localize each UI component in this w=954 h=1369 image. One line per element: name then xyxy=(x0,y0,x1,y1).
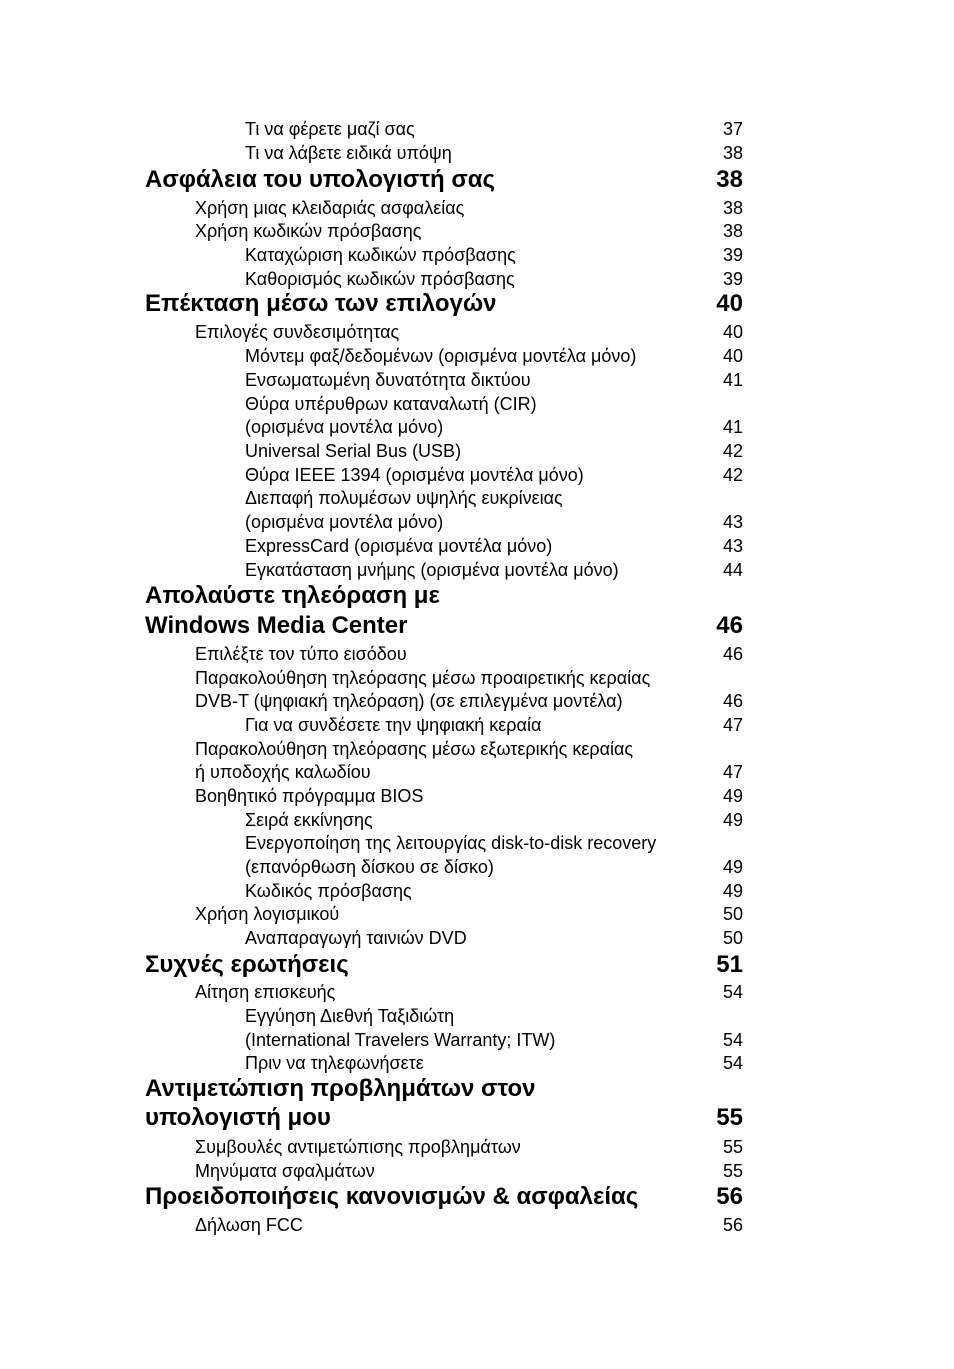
toc-section-entry[interactable] xyxy=(195,643,743,666)
toc-subsection-entry[interactable] xyxy=(245,393,743,416)
toc-entry-page-number: 42 xyxy=(722,464,743,485)
toc-subsection-entry[interactable] xyxy=(245,880,743,903)
toc-entry-page-number: 56 xyxy=(722,1214,743,1235)
toc-entry-title: Σειρά εκκίνησης xyxy=(245,809,373,830)
toc-entry-page-number: 49 xyxy=(722,809,743,830)
toc-entry-title: Εγγύηση Διεθνή Ταξιδιώτη xyxy=(245,1005,455,1026)
toc-entry-title: Κωδικός πρόσβασης xyxy=(245,880,412,901)
toc-entry-title: DVB-T (ψηφιακή τηλεόραση) (σε επιλεγμένα μοντέλα) xyxy=(195,690,623,711)
toc-entry-title: Τι να λάβετε ειδικά υπόψη xyxy=(245,142,452,163)
toc-entry-title: Εγκατάσταση μνήμης (ορισμένα μοντέλα μόνο) xyxy=(245,559,619,580)
toc-subsection-entry[interactable] xyxy=(245,856,743,879)
toc-subsection-entry[interactable] xyxy=(245,416,743,439)
toc-entry-page-number: 38 xyxy=(722,142,743,163)
toc-entry-title: Θύρα IEEE 1394 (ορισμένα μοντέλα μόνο) xyxy=(245,464,584,485)
toc-section-entry[interactable] xyxy=(195,197,743,220)
toc-entry-page-number: 54 xyxy=(722,1052,743,1073)
toc-entry-page-number: 39 xyxy=(722,244,743,265)
toc-entry-page-number: 54 xyxy=(722,981,743,1002)
toc-entry-title: Τι να φέρετε μαζί σας xyxy=(245,118,415,139)
toc-entry-page-number: 43 xyxy=(722,511,743,532)
toc-entry-title: Παρακολούθηση τηλεόρασης μέσω εξωτερικής κεραίας xyxy=(195,738,634,759)
toc-entry-title: ή υποδοχής καλωδίου xyxy=(195,761,371,782)
toc-chapter-entry[interactable] xyxy=(145,165,743,195)
toc-entry-page-number: 40 xyxy=(722,321,743,342)
toc-entry-page-number: 42 xyxy=(722,440,743,461)
toc-entry-title: Θύρα υπέρυθρων καταναλωτή (CIR) xyxy=(245,393,537,414)
toc-entry-title: Επιλέξτε τον τύπο εισόδου xyxy=(195,643,407,664)
toc-section-entry[interactable] xyxy=(195,1214,743,1237)
toc-entry-title: Ασφάλεια του υπολογιστή σας xyxy=(145,166,496,193)
toc-entry-page-number: 38 xyxy=(722,220,743,241)
toc-section-entry[interactable] xyxy=(195,761,743,784)
toc-entry-page-number: 56 xyxy=(716,1183,743,1210)
toc-entry-page-number: 55 xyxy=(716,1104,743,1131)
toc-subsection-entry[interactable] xyxy=(245,832,743,855)
toc-entry-title: Μηνύματα σφαλμάτων xyxy=(195,1160,375,1181)
toc-entry-title: υπολογιστή μου xyxy=(145,1104,331,1131)
toc-entry-title: Ενσωματωμένη δυνατότητα δικτύου xyxy=(245,369,531,390)
toc-section-entry[interactable] xyxy=(195,785,743,808)
toc-entry-page-number: 37 xyxy=(722,118,743,139)
toc-section-entry[interactable] xyxy=(195,220,743,243)
toc-chapter-entry[interactable] xyxy=(145,950,743,980)
toc-section-entry[interactable] xyxy=(195,738,743,761)
toc-section-entry[interactable] xyxy=(195,321,743,344)
toc-subsection-entry[interactable] xyxy=(245,511,743,534)
toc-chapter-entry[interactable] xyxy=(145,1074,743,1104)
toc-entry-page-number: 49 xyxy=(722,785,743,806)
toc-chapter-entry[interactable] xyxy=(145,611,743,641)
toc-subsection-entry[interactable] xyxy=(245,345,743,368)
toc-entry-title: Ενεργοποίηση της λειτουργίας disk-to-disk recovery xyxy=(245,832,657,853)
toc-entry-title: Βοηθητικό πρόγραμμα BIOS xyxy=(195,785,424,806)
toc-section-entry[interactable] xyxy=(195,667,743,690)
toc-subsection-entry[interactable] xyxy=(245,440,743,463)
toc-subsection-entry[interactable] xyxy=(245,142,743,165)
toc-entry-page-number: 50 xyxy=(722,927,743,948)
toc-entry-title: Επέκταση μέσω των επιλογών xyxy=(145,290,497,317)
toc-entry-title: Universal Serial Bus (USB) xyxy=(245,440,462,461)
toc-entry-title: ExpressCard (ορισμένα μοντέλα μόνο) xyxy=(245,535,553,556)
toc-entry-page-number: 54 xyxy=(722,1029,743,1050)
toc-subsection-entry[interactable] xyxy=(245,1052,743,1075)
toc-entry-title: Καταχώριση κωδικών πρόσβασης xyxy=(245,244,516,265)
toc-entry-title: Διεπαφή πολυμέσων υψηλής ευκρίνειας xyxy=(245,487,563,508)
toc-chapter-entry[interactable] xyxy=(145,289,743,319)
toc-subsection-entry[interactable] xyxy=(245,714,743,737)
toc-subsection-entry[interactable] xyxy=(245,535,743,558)
toc-subsection-entry[interactable] xyxy=(245,809,743,832)
toc-entry-page-number: 55 xyxy=(722,1136,743,1157)
toc-entry-title: Αναπαραγωγή ταινιών DVD xyxy=(245,927,467,948)
toc-entry-page-number: 55 xyxy=(722,1160,743,1181)
toc-entry-title: (ορισμένα μοντέλα μόνο) xyxy=(245,511,444,532)
toc-entry-page-number: 46 xyxy=(722,643,743,664)
toc-entry-title: (επανόρθωση δίσκου σε δίσκο) xyxy=(245,856,494,877)
toc-chapter-entry[interactable] xyxy=(145,1182,743,1212)
toc-entry-title: Αίτηση επισκευής xyxy=(195,981,336,1002)
toc-entry-page-number: 49 xyxy=(722,856,743,877)
toc-entry-title: (ορισμένα μοντέλα μόνο) xyxy=(245,416,444,437)
toc-entry-page-number: 40 xyxy=(716,290,743,317)
toc-entry-title: Απολαύστε τηλεόραση με xyxy=(145,582,440,609)
toc-entry-page-number: 47 xyxy=(722,761,743,782)
toc-entry-page-number: 38 xyxy=(716,166,743,193)
toc-section-entry[interactable] xyxy=(195,1136,743,1159)
toc-entry-title: Για να συνδέσετε την ψηφιακή κεραία xyxy=(245,714,542,735)
toc-subsection-entry[interactable] xyxy=(245,487,743,510)
toc-entry-title: Καθορισμός κωδικών πρόσβασης xyxy=(245,268,515,289)
toc-entry-title: Αντιμετώπιση προβλημάτων στον xyxy=(145,1075,536,1102)
toc-entry-title: Πριν να τηλεφωνήσετε xyxy=(245,1052,424,1073)
toc-entry-page-number: 51 xyxy=(716,951,743,978)
toc-subsection-entry[interactable] xyxy=(245,118,743,141)
toc-entry-title: Μόντεμ φαξ/δεδομένων (ορισμένα μοντέλα μόνο) xyxy=(245,345,637,366)
toc-entry-title: Windows Media Center xyxy=(145,612,408,639)
toc-section-entry[interactable] xyxy=(195,981,743,1004)
toc-subsection-entry[interactable] xyxy=(245,559,743,582)
toc-entry-title: (International Travelers Warranty; ITW) xyxy=(245,1029,556,1050)
toc-entry-title: Δήλωση FCC xyxy=(195,1214,303,1235)
toc-entry-page-number: 43 xyxy=(722,535,743,556)
toc-section-entry[interactable] xyxy=(195,1160,743,1183)
toc-entry-page-number: 49 xyxy=(722,880,743,901)
toc-entry-title: Συχνές ερωτήσεις xyxy=(145,951,349,978)
toc-chapter-entry[interactable] xyxy=(145,1103,743,1133)
toc-subsection-entry[interactable] xyxy=(245,927,743,950)
toc-entry-page-number: 50 xyxy=(722,903,743,924)
toc-entry-title: Χρήση μιας κλειδαριάς ασφαλείας xyxy=(195,197,465,218)
toc-subsection-entry[interactable] xyxy=(245,268,743,291)
toc-subsection-entry[interactable] xyxy=(245,369,743,392)
toc-subsection-entry[interactable] xyxy=(245,244,743,267)
toc-entry-title: Χρήση λογισμικού xyxy=(195,903,340,924)
toc-section-entry[interactable] xyxy=(195,690,743,713)
toc-subsection-entry[interactable] xyxy=(245,1005,743,1028)
toc-entry-title: Παρακολούθηση τηλεόρασης μέσω προαιρετικής κεραίας xyxy=(195,667,651,688)
toc-subsection-entry[interactable] xyxy=(245,464,743,487)
toc-entry-page-number: 41 xyxy=(722,369,743,390)
toc-entry-page-number: 47 xyxy=(722,714,743,735)
toc-entry-page-number: 46 xyxy=(722,690,743,711)
toc-entry-page-number: 39 xyxy=(722,268,743,289)
toc-subsection-entry[interactable] xyxy=(245,1029,743,1052)
toc-entry-page-number: 38 xyxy=(722,197,743,218)
toc-entry-page-number: 40 xyxy=(722,345,743,366)
toc-entry-page-number: 44 xyxy=(722,559,743,580)
toc-entry-page-number: 41 xyxy=(722,416,743,437)
toc-section-entry[interactable] xyxy=(195,903,743,926)
toc-entry-title: Συμβουλές αντιμετώπισης προβλημάτων xyxy=(195,1136,521,1157)
toc-chapter-entry[interactable] xyxy=(145,581,743,611)
toc-entry-title: Χρήση κωδικών πρόσβασης xyxy=(195,220,422,241)
toc-entry-page-number: 46 xyxy=(716,612,743,639)
toc-entry-title: Επιλογές συνδεσιμότητας xyxy=(195,321,400,342)
toc-entry-title: Προειδοποιήσεις κανονισμών & ασφαλείας xyxy=(145,1183,639,1210)
